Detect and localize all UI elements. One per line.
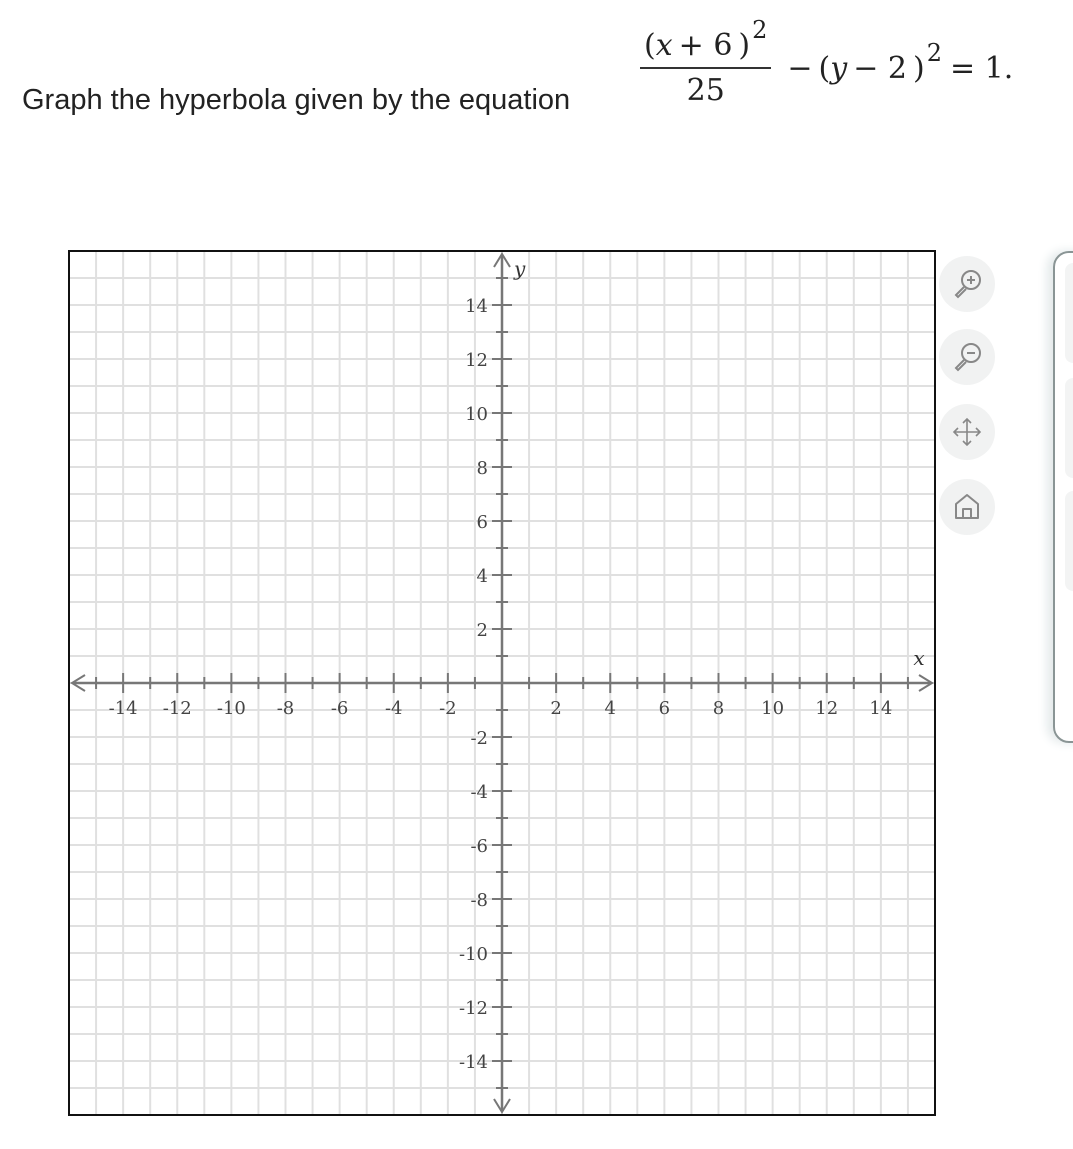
y-tick-label: -4 [470,782,488,803]
y-axis-label: y [514,256,526,281]
x-tick-label: -14 [108,698,138,719]
y-tick-label: 10 [465,404,488,425]
home-icon [950,490,984,524]
zoom-out-icon [950,340,984,374]
x-tick-label: 10 [761,698,785,719]
x-tick-label: 6 [658,698,671,719]
fraction-numerator [640,16,771,63]
equation [640,16,1014,108]
x-tick-label: -2 [439,698,457,719]
y-tick-label: -14 [459,1052,488,1073]
y-tick-label: 12 [465,350,488,371]
zoom-out-button[interactable] [939,329,995,385]
panel-card[interactable] [1065,378,1073,478]
y-tick-label: 14 [465,296,488,317]
x-tick-label: -10 [216,698,246,719]
y-tick-label: 8 [476,458,488,479]
fraction-bar [640,67,771,69]
zoom-in-button[interactable] [939,256,995,312]
eq-y-term [781,38,1014,86]
eq-y-rest: − 2 [853,50,907,86]
home-button[interactable] [939,479,995,535]
eq-minus: − [787,50,813,86]
y-tick-label: -8 [470,890,488,911]
zoom-in-icon [950,267,984,301]
y-tick-label: 6 [476,512,488,533]
panel-card[interactable] [1065,491,1073,591]
eq-y-var: y [830,50,848,86]
eq-denominator: 25 [686,73,725,108]
eq-y-open: ( [818,50,831,86]
x-tick-label: -8 [276,698,295,719]
x-tick-label: -6 [330,698,349,719]
question-prompt: Graph the hyperbola given by the equation [22,84,571,116]
y-tick-label: 4 [476,566,488,587]
x-tick-label: 14 [869,698,893,719]
y-tick-label: -2 [470,728,488,749]
eq-y-exp: 2 [926,38,942,67]
x-tick-label: 12 [815,698,839,719]
eq-num-open: ( [644,28,656,63]
x-tick-label: -12 [162,698,192,719]
y-tick-label: -10 [459,944,488,965]
eq-y-close: ) [912,50,925,86]
eq-num-plus: + 6 [678,28,733,63]
answer-panel [1053,251,1073,743]
y-tick-label: -6 [470,836,488,857]
panel-card[interactable] [1065,263,1073,363]
y-tick-label: -12 [459,998,488,1019]
y-tick-label: 2 [476,620,488,641]
eq-num-exp: 2 [752,16,768,44]
x-tick-label: -4 [384,698,403,719]
x-axis-label: x [913,646,925,670]
fraction [640,16,771,108]
eq-num-x: x [655,28,673,63]
eq-rhs: = 1. [949,50,1014,86]
x-tick-label: 2 [550,698,562,719]
move-arrows-icon [950,415,984,449]
x-tick-label: 4 [604,698,616,719]
pan-button[interactable] [939,404,995,460]
x-tick-label: 8 [712,698,725,719]
eq-num-close: ) [738,28,751,63]
coordinate-graph[interactable] [68,250,936,1116]
